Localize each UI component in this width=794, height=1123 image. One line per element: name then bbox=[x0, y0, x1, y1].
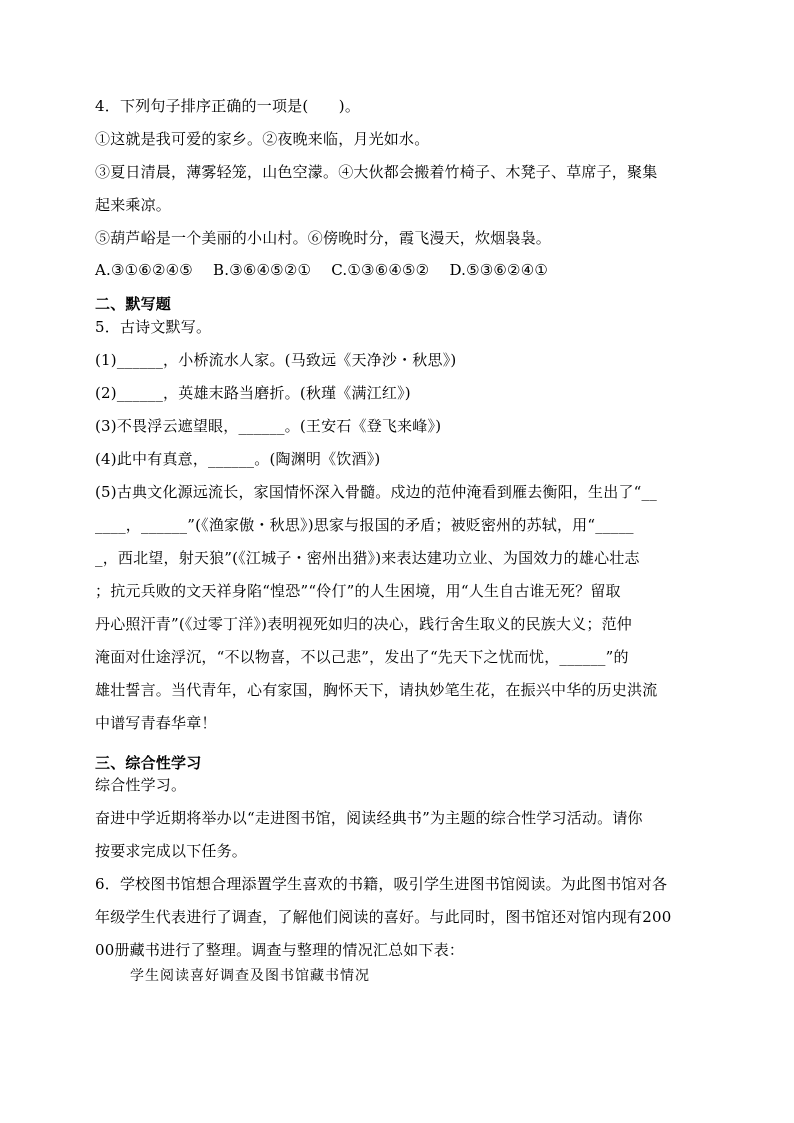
paragraph-line: 雄壮誓言。当代青年，心有家国，胸怀天下，请执妙笔生花，在振兴中华的历史洪流 bbox=[95, 681, 658, 699]
section-3-subtitle: 综合性学习。 bbox=[95, 776, 187, 794]
poem-blank-line: (3)不畏浮云遮望眼，______。(王安石《登飞来峰》) bbox=[95, 417, 442, 435]
q4-sentence-line: 起来乘凉。 bbox=[95, 196, 172, 214]
table-caption: 学生阅读喜好调查及图书馆藏书情况 bbox=[130, 968, 370, 984]
question-6-line: 年级学生代表进行了调查，了解他们阅读的喜好。与此同时，图书馆还对馆内现有200 bbox=[95, 908, 672, 926]
q4-options: A.③①⑥②④⑤ B.③⑥④⑤②① C.①③⑥④⑤② D.⑤③⑥②④① bbox=[95, 261, 549, 279]
paragraph-line: (5)古典文化源远流长，家国情怀深入骨髓。戍边的范仲淹看到雁去衡阳，生出了“__ bbox=[95, 483, 657, 501]
paragraph-line: 丹心照汗青”(《过零丁洋》)表明视死如归的决心，践行舍生取义的民族大义；范仲 bbox=[95, 615, 632, 633]
poem-blank-line: (1)______，小桥流水人家。(马致远《天净沙・秋思》) bbox=[95, 351, 457, 369]
question-4-stem: 4．下列句子排序正确的一项是( )。 bbox=[95, 97, 361, 115]
paragraph-line: _，西北望，射天狼”(《江城子・密州出猎》)来表达建功立业、为国效力的雄心壮志 bbox=[95, 549, 640, 567]
question-6-line: 00册藏书进行了整理。调查与整理的情况汇总如下表： bbox=[95, 941, 465, 959]
q4-sentence-line: ①这就是我可爱的家乡。②夜晚来临，月光如水。 bbox=[95, 130, 430, 148]
q4-sentence-line: ⑤葫芦峪是一个美丽的小山村。⑥傍晚时分，霞飞漫天，炊烟袅袅。 bbox=[95, 229, 552, 247]
question-5-stem: 5．古诗文默写。 bbox=[95, 318, 212, 336]
section-3-heading: 三、综合性学习 bbox=[95, 754, 202, 772]
q4-sentence-line: ③夏日清晨，薄雾轻笼，山色空濛。④大伙都会搬着竹椅子、木凳子、草席子，聚集 bbox=[95, 163, 658, 181]
intro-line: 奋进中学近期将举办以“走进图书馆，阅读经典书”为主题的综合性学习活动。请你 bbox=[95, 809, 643, 827]
intro-line: 按要求完成以下任务。 bbox=[95, 842, 248, 860]
paragraph-line: ；抗元兵败的文天祥身陷“惶恐”“伶仃”的人生困境，用“人生自古谁无死？留取 bbox=[95, 582, 621, 600]
section-2-heading: 二、默写题 bbox=[95, 295, 172, 313]
poem-blank-line: (2)______，英雄末路当磨折。(秋瑾《满江红》) bbox=[95, 384, 411, 402]
paragraph-line: 中谱写青春华章！ bbox=[95, 714, 217, 732]
paragraph-line: ____，______”(《渔家傲・秋思》)思家与报国的矛盾；被贬密州的苏轼，用“_____ bbox=[95, 516, 634, 534]
poem-blank-line: (4)此中有真意，______。(陶渊明《饮酒》) bbox=[95, 450, 381, 468]
paragraph-line: 淹面对仕途浮沉，“不以物喜，不以己悲”，发出了“先天下之忧而忧，______”的 bbox=[95, 648, 629, 666]
question-6-line: 6．学校图书馆想合理添置学生喜欢的书籍，吸引学生进图书馆阅读。为此图书馆对各 bbox=[95, 875, 668, 893]
